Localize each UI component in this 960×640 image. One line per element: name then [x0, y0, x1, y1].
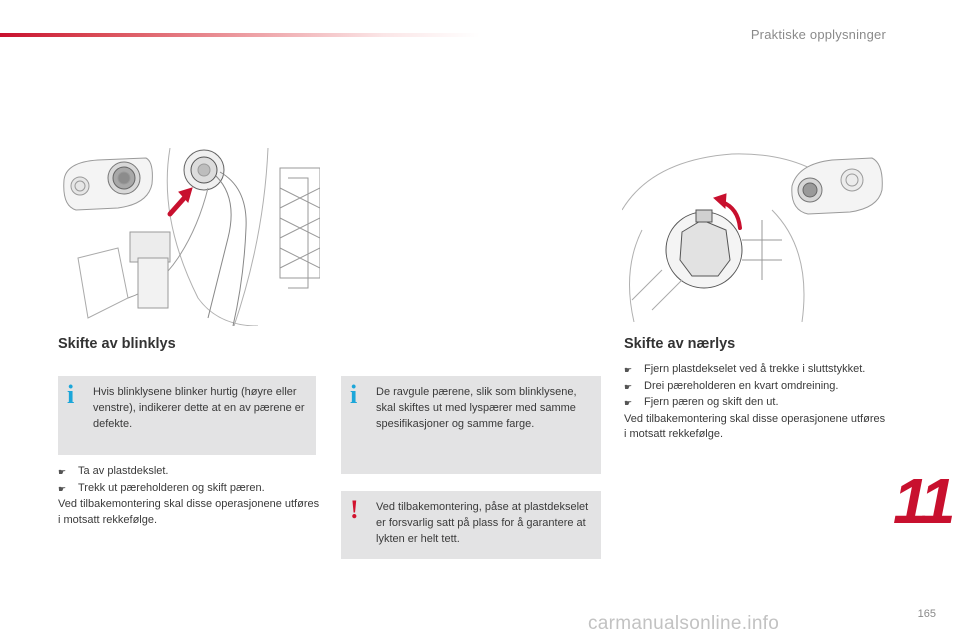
section-heading-turn-signal: Skifte av blinklys — [58, 336, 176, 352]
warning-icon: ! — [350, 495, 359, 524]
turn-signal-steps — [58, 464, 320, 528]
turn-signal-illustration — [58, 148, 320, 326]
watermark: carmanualsonline.info — [588, 613, 780, 634]
info-box-amber-bulbs — [341, 376, 601, 474]
reassembly-note: Ved tilbakemontering skal disse operasjonene utføres i motsatt rekkefølge. — [58, 498, 320, 526]
step-text: Fjern plastdekselet ved å trekke i sluttstykket. — [644, 363, 866, 375]
chapter-number: 11 — [893, 465, 952, 537]
header-accent-bar — [0, 33, 480, 37]
section-heading-dipped-beam: Skifte av nærlys — [624, 336, 736, 352]
bullet-icon: ☛ — [624, 365, 633, 375]
warning-box-text: Ved tilbakemontering, påse at plastdekselet er forsvarlig satt på plass for å garantere at lykten er helt tett. — [376, 501, 589, 545]
bullet-icon: ☛ — [624, 381, 633, 392]
info-icon: i — [350, 380, 358, 409]
info-icon: i — [67, 380, 75, 409]
step-text: Trekk ut pæreholderen og skift pæren. — [78, 481, 265, 494]
step-item — [624, 362, 886, 379]
bullet-icon: ☛ — [58, 467, 67, 477]
dipped-beam-illustration — [622, 150, 884, 322]
step-item — [624, 395, 886, 412]
step-item — [58, 464, 320, 481]
warning-box-cover — [341, 491, 601, 559]
dipped-beam-steps — [624, 362, 886, 443]
info-box-turn-signal — [58, 376, 316, 455]
info-box-text: Hvis blinklysene blinker hurtig (høyre eller venstre), indikerer dette at en av pærene er defekte. — [93, 386, 305, 430]
chapter-title: Praktiske opplysninger — [750, 27, 886, 42]
info-box-text: De ravgule pærene, slik som blinklysene, skal skiftes ut med lyspærer med samme spesifikasjoner og samme farge. — [376, 386, 577, 430]
reassembly-note: Ved tilbakemontering skal disse operasjonene utføres i motsatt rekkefølge. — [624, 412, 886, 440]
step-item — [58, 481, 320, 498]
step-text: Drei pæreholderen en kvart omdreining. — [644, 379, 839, 392]
bullet-icon: ☛ — [58, 483, 67, 494]
step-item — [624, 379, 886, 396]
step-text: Fjern pæren og skift den ut. — [644, 396, 779, 408]
page-number: 165 — [917, 608, 936, 620]
step-text: Ta av plastdekslet. — [78, 465, 169, 477]
bullet-icon: ☛ — [624, 398, 633, 408]
